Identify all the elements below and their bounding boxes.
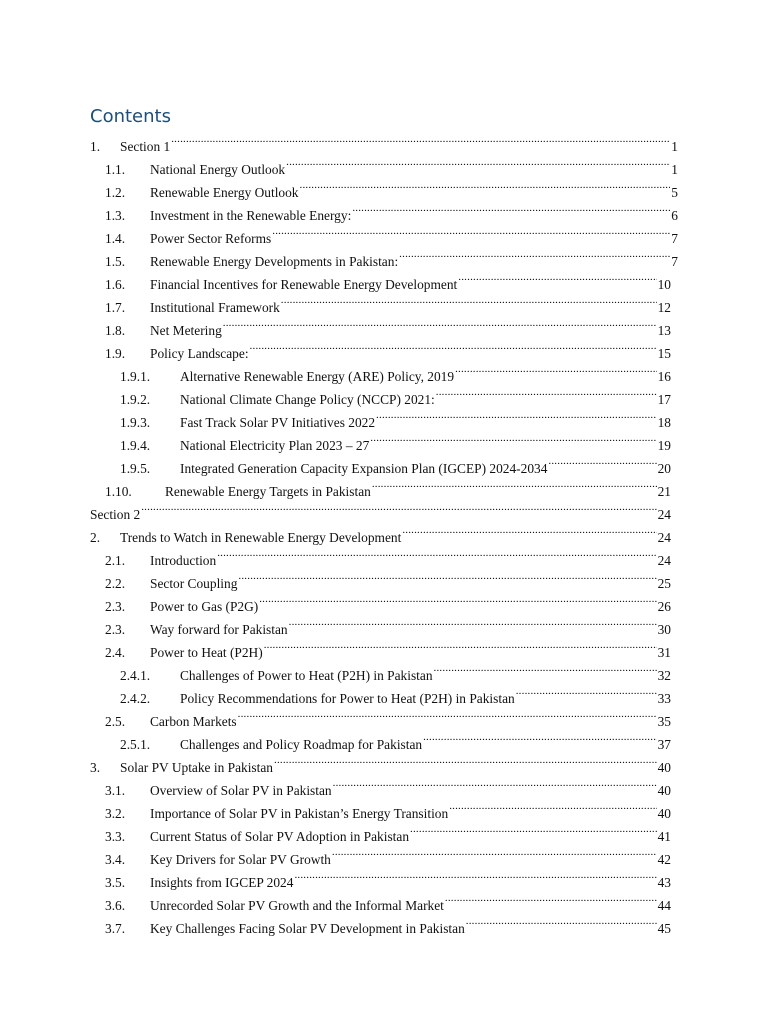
toc-entry-label: Solar PV Uptake in Pakistan (120, 760, 273, 775)
toc-leader-dots (548, 450, 656, 473)
toc-entry[interactable] (0, 749, 768, 775)
toc-entry-number: 3.5. (105, 875, 126, 890)
toc-leader-dots (274, 749, 657, 772)
toc-entry-number: 1.10. (105, 484, 132, 499)
toc-entry-page: 40 (657, 806, 671, 821)
toc-entry-number: 3.1. (105, 783, 126, 798)
toc-leader-dots (466, 910, 657, 933)
toc-entry-page: 18 (657, 415, 671, 430)
toc-entry-page: 24 (657, 553, 671, 568)
toc-entry[interactable] (0, 266, 768, 292)
toc-leader-dots (286, 151, 670, 174)
toc-entry-label: Fast Track Solar PV Initiatives 2022 (180, 415, 376, 430)
toc-entry-page: 37 (657, 737, 671, 752)
toc-entry-number: 3.7. (105, 921, 126, 936)
toc-leader-dots (332, 841, 657, 864)
toc-entry-number: 2.3. (105, 599, 126, 614)
toc-entry-number: 1.9.1. (120, 369, 151, 384)
toc-entry-number: 3. (90, 760, 101, 775)
toc-entry-label: Introduction (150, 553, 217, 568)
toc-entry[interactable] (0, 358, 768, 384)
toc-leader-dots (436, 381, 657, 404)
toc-leader-dots (410, 818, 657, 841)
toc-leader-dots (449, 795, 656, 818)
toc-entry-number: 1.9. (105, 346, 126, 361)
toc-entry-page: 41 (657, 829, 671, 844)
toc-entry-label: Renewable Energy Outlook (150, 185, 299, 200)
toc-entry[interactable] (0, 795, 768, 821)
toc-entry-label: National Climate Change Policy (NCCP) 2021: (180, 392, 435, 407)
toc-entry[interactable] (0, 519, 768, 545)
toc-entry-number: 1.9.5. (120, 461, 151, 476)
toc-list (0, 128, 768, 936)
toc-entry-page: 26 (657, 599, 671, 614)
toc-entry-number: 3.3. (105, 829, 126, 844)
toc-entry-page: 24 (657, 507, 671, 522)
toc-entry-number: 2. (90, 530, 101, 545)
toc-entry-number: 1.7. (105, 300, 126, 315)
toc-entry[interactable] (0, 427, 768, 453)
toc-entry-page: 33 (657, 691, 671, 706)
toc-entry-page: 44 (657, 898, 671, 913)
toc-entry[interactable] (0, 312, 768, 338)
toc-entry-number: 3.6. (105, 898, 126, 913)
toc-entry-page: 7 (671, 231, 678, 246)
toc-leader-dots (352, 197, 670, 220)
toc-entry[interactable] (0, 174, 768, 200)
toc-entry-number: 1.6. (105, 277, 126, 292)
toc-entry-page: 1 (671, 162, 678, 177)
toc-entry-page: 19 (657, 438, 671, 453)
toc-entry[interactable] (0, 335, 768, 361)
toc-leader-dots (399, 243, 670, 266)
toc-leader-dots (250, 335, 657, 358)
toc-entry-number: 1.2. (105, 185, 126, 200)
toc-entry[interactable] (0, 404, 768, 430)
toc-entry[interactable] (0, 841, 768, 867)
toc-entry[interactable] (0, 588, 768, 614)
toc-entry[interactable] (0, 565, 768, 591)
toc-entry-page: 21 (657, 484, 671, 499)
toc-entry-label: Net Metering (150, 323, 222, 338)
toc-entry-page: 15 (657, 346, 671, 361)
toc-entry-page: 16 (657, 369, 671, 384)
toc-entry-label: Policy Recommendations for Power to Heat (P2H) in Pakistan (180, 691, 515, 706)
toc-entry-page: 13 (657, 323, 671, 338)
toc-entry-page: 40 (657, 760, 671, 775)
toc-entry-number: 1.4. (105, 231, 126, 246)
toc-entry[interactable] (0, 220, 768, 246)
toc-entry[interactable] (0, 703, 768, 729)
toc-entry-page: 42 (657, 852, 671, 867)
toc-entry-page: 30 (657, 622, 671, 637)
toc-entry-page: 35 (657, 714, 671, 729)
toc-entry[interactable] (0, 542, 768, 568)
toc-entry-page: 25 (657, 576, 671, 591)
toc-entry-number: 2.4. (105, 645, 126, 660)
toc-entry[interactable] (0, 496, 768, 522)
toc-leader-dots (434, 657, 657, 680)
toc-entry-page: 6 (671, 208, 678, 223)
toc-entry-number: 2.5. (105, 714, 126, 729)
toc-leader-dots (372, 473, 657, 496)
toc-leader-dots (223, 312, 657, 335)
toc-entry-label: Overview of Solar PV in Pakistan (150, 783, 332, 798)
toc-entry[interactable] (0, 450, 768, 476)
toc-entry-page: 12 (657, 300, 671, 315)
toc-leader-dots (402, 519, 656, 542)
toc-entry-page: 7 (671, 254, 678, 269)
toc-entry-label: National Electricity Plan 2023 – 27 (180, 438, 370, 453)
toc-entry-number: 2.4.2. (120, 691, 151, 706)
toc-leader-dots (141, 496, 656, 519)
toc-entry-label: Key Challenges Facing Solar PV Development in Pakistan (150, 921, 465, 936)
toc-entry[interactable] (0, 151, 768, 177)
toc-entry-label: Power to Gas (P2G) (150, 599, 259, 614)
toc-leader-dots (171, 128, 670, 151)
toc-entry-label: Power to Heat (P2H) (150, 645, 263, 660)
toc-entry-page: 32 (657, 668, 671, 683)
toc-entry-page: 17 (657, 392, 671, 407)
toc-leader-dots (333, 772, 657, 795)
toc-entry[interactable] (0, 128, 768, 154)
toc-entry-number: 3.2. (105, 806, 126, 821)
toc-title: Contents (90, 106, 171, 127)
toc-leader-dots (516, 680, 657, 703)
toc-leader-dots (272, 220, 670, 243)
toc-leader-dots (259, 588, 656, 611)
toc-entry-page: 1 (671, 139, 678, 154)
toc-entry-page: 5 (671, 185, 678, 200)
toc-entry-number: 1.9.3. (120, 415, 151, 430)
toc-entry-number: 1. (90, 139, 101, 154)
toc-leader-dots (445, 887, 657, 910)
toc-entry[interactable] (0, 611, 768, 637)
toc-leader-dots (289, 611, 657, 634)
toc-entry[interactable] (0, 818, 768, 844)
toc-entry-number: 2.4.1. (120, 668, 151, 683)
toc-entry[interactable] (0, 657, 768, 683)
toc-entry-number: 2.3. (105, 622, 126, 637)
toc-entry[interactable] (0, 772, 768, 798)
toc-leader-dots (376, 404, 657, 427)
toc-leader-dots (455, 358, 657, 381)
toc-entry-number: 1.8. (105, 323, 126, 338)
toc-entry[interactable] (0, 243, 768, 269)
toc-entry-label: Challenges and Policy Roadmap for Pakistan (180, 737, 423, 752)
toc-entry-label: Carbon Markets (150, 714, 237, 729)
toc-entry-label: Trends to Watch in Renewable Energy Development (120, 530, 402, 545)
toc-entry-label: Sector Coupling (150, 576, 238, 591)
toc-entry-page: 20 (657, 461, 671, 476)
toc-entry[interactable] (0, 473, 768, 499)
toc-leader-dots (217, 542, 656, 565)
toc-entry-page: 31 (657, 645, 671, 660)
toc-entry[interactable] (0, 726, 768, 752)
toc-entry-label: Unrecorded Solar PV Growth and the Informal Market (150, 898, 444, 913)
toc-entry-number: 2.2. (105, 576, 126, 591)
toc-entry-page: 10 (657, 277, 671, 292)
toc-entry-number: 2.1. (105, 553, 126, 568)
toc-entry-label: Integrated Generation Capacity Expansion Plan (IGCEP) 2024-2034 (180, 461, 548, 476)
toc-entry[interactable] (0, 634, 768, 660)
toc-entry-page: 45 (657, 921, 671, 936)
toc-entry-number: 2.5.1. (120, 737, 151, 752)
toc-entry-label: Renewable Energy Targets in Pakistan (165, 484, 371, 499)
toc-entry-label: Investment in the Renewable Energy: (150, 208, 352, 223)
toc-entry-label: Power Sector Reforms (150, 231, 272, 246)
toc-entry-page: 43 (657, 875, 671, 890)
toc-leader-dots (281, 289, 657, 312)
toc-entry[interactable] (0, 680, 768, 706)
toc-entry-label: Policy Landscape: (150, 346, 249, 361)
toc-entry-label: Renewable Energy Developments in Pakistan: (150, 254, 399, 269)
toc-entry-label: Insights from IGCEP 2024 (150, 875, 294, 890)
toc-entry-label: Alternative Renewable Energy (ARE) Policy, 2019 (180, 369, 455, 384)
toc-leader-dots (423, 726, 657, 749)
toc-entry-label: Section 2 (90, 507, 141, 522)
toc-entry[interactable] (0, 381, 768, 407)
toc-entry-number: 1.1. (105, 162, 126, 177)
toc-entry[interactable] (0, 197, 768, 223)
toc-entry[interactable] (0, 864, 768, 890)
toc-entry-number: 3.4. (105, 852, 126, 867)
toc-entry-label: Importance of Solar PV in Pakistan’s Energy Transition (150, 806, 449, 821)
toc-entry-label: National Energy Outlook (150, 162, 286, 177)
toc-leader-dots (370, 427, 656, 450)
toc-entry[interactable] (0, 289, 768, 315)
toc-entry-page: 40 (657, 783, 671, 798)
toc-entry-label: Key Drivers for Solar PV Growth (150, 852, 331, 867)
toc-entry-label: Challenges of Power to Heat (P2H) in Pakistan (180, 668, 433, 683)
toc-leader-dots (294, 864, 656, 887)
toc-leader-dots (238, 565, 656, 588)
toc-entry-label: Financial Incentives for Renewable Energy Development (150, 277, 458, 292)
toc-leader-dots (300, 174, 671, 197)
toc-entry[interactable] (0, 910, 768, 936)
toc-entry-number: 1.9.2. (120, 392, 151, 407)
toc-entry-label: Section 1 (120, 139, 171, 154)
toc-entry-page: 24 (657, 530, 671, 545)
toc-entry[interactable] (0, 887, 768, 913)
toc-entry-label: Institutional Framework (150, 300, 280, 315)
toc-entry-label: Way forward for Pakistan (150, 622, 288, 637)
toc-entry-number: 1.3. (105, 208, 126, 223)
toc-entry-label: Current Status of Solar PV Adoption in Pakistan (150, 829, 410, 844)
toc-entry-number: 1.9.4. (120, 438, 151, 453)
toc-leader-dots (264, 634, 657, 657)
toc-entry-number: 1.5. (105, 254, 126, 269)
toc-leader-dots (458, 266, 656, 289)
toc-leader-dots (238, 703, 657, 726)
